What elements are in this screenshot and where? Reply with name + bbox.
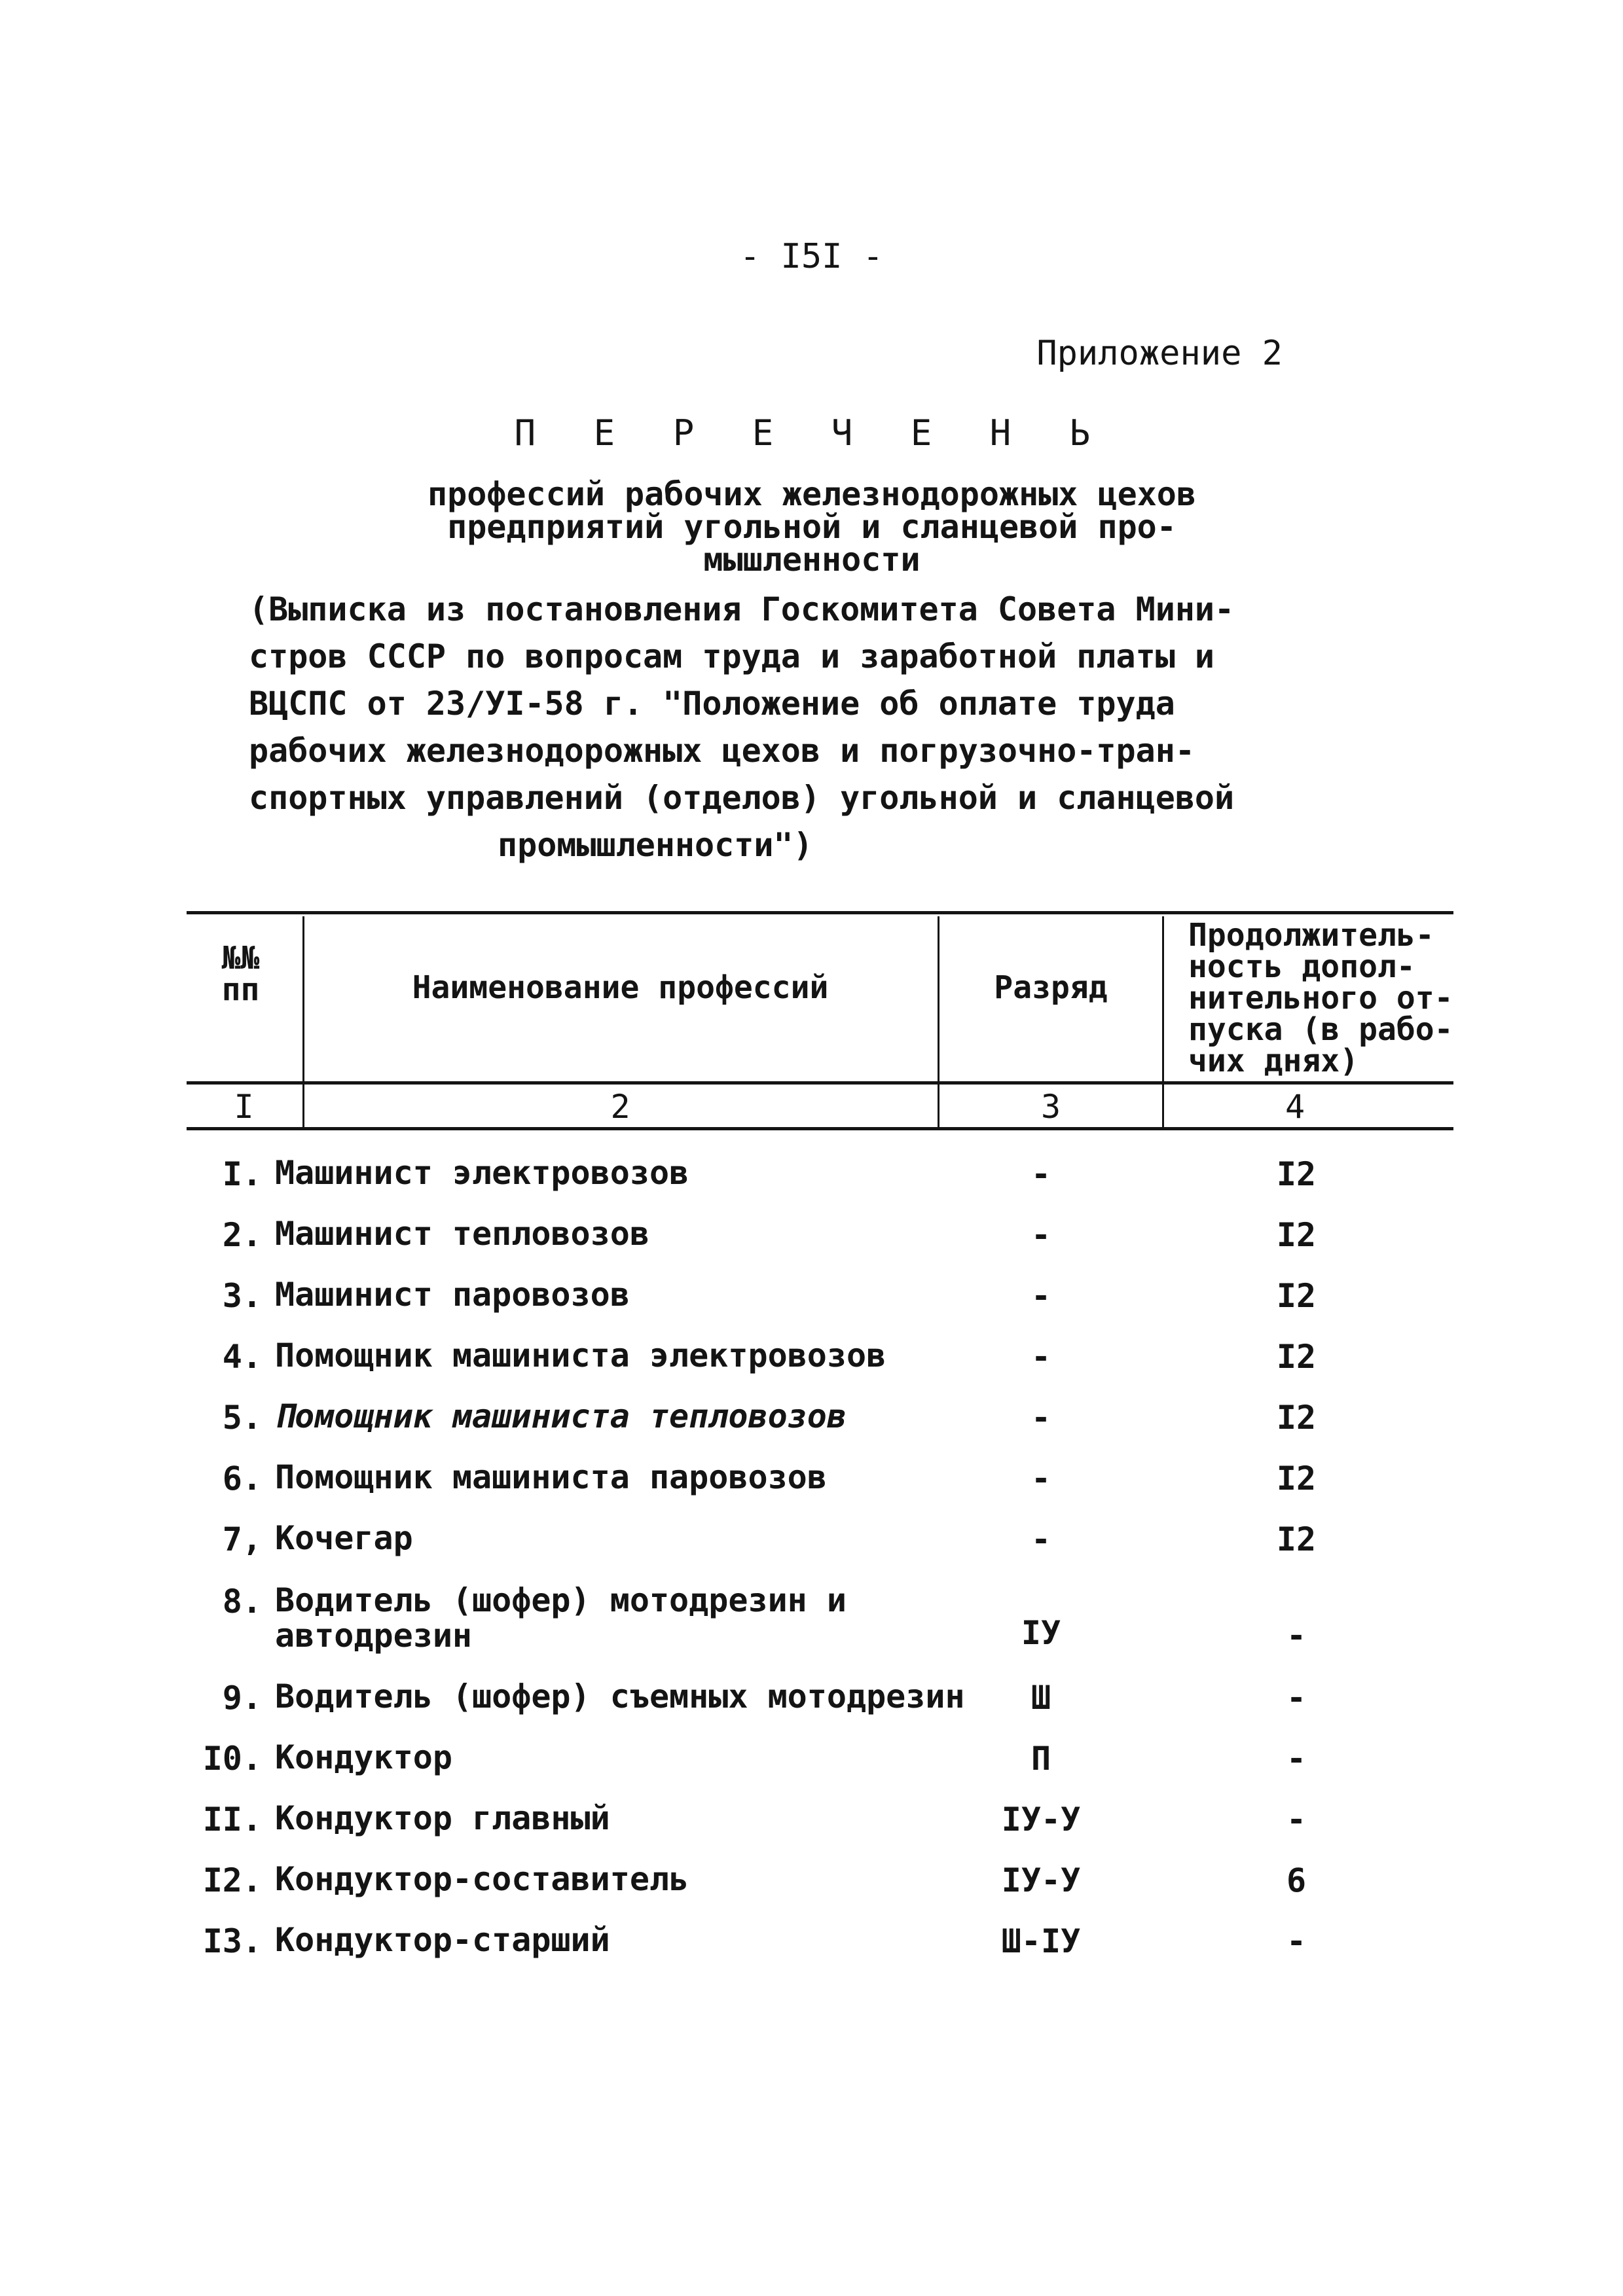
grade-value: IУ-У (1001, 1801, 1081, 1839)
row-number: 6. (222, 1460, 262, 1498)
grade-value: - (1030, 1155, 1051, 1193)
profession-name: Кондуктор (275, 1738, 452, 1776)
grade-value: IУ (1021, 1614, 1061, 1652)
profession-name: Помощник машиниста тепловозов (275, 1397, 847, 1435)
row-number: 2. (222, 1216, 262, 1254)
header-number-line: пп (221, 971, 260, 1008)
subtitle-line: мышленности (703, 541, 921, 579)
row-number: 8. (222, 1583, 262, 1621)
header-grade: Разряд (994, 969, 1108, 1006)
extract-line: промышленности") (498, 826, 813, 864)
leave-days: I2 (1276, 1520, 1317, 1558)
document-subtitle (367, 475, 1257, 579)
leave-days: - (1286, 1801, 1307, 1839)
row-number: I3. (202, 1922, 262, 1960)
column-numbers-bottom-rule (187, 1127, 1453, 1130)
header-leave-line: ность допол- (1188, 948, 1415, 985)
leave-days: - (1286, 1740, 1307, 1778)
profession-name: Кондуктор главный (275, 1799, 610, 1837)
page-number: - I5I - (739, 237, 884, 276)
profession-name: Помощник машиниста электровозов (275, 1336, 886, 1374)
header-leave-line: чих днях) (1188, 1043, 1359, 1079)
leave-days: - (1286, 1679, 1307, 1717)
grade-value: - (1030, 1460, 1051, 1498)
row-number: 5. (222, 1399, 262, 1437)
row-number: I2. (202, 1861, 262, 1899)
grade-value: Ш-IУ (1001, 1922, 1081, 1960)
leave-days: - (1286, 1922, 1307, 1960)
leave-days: I2 (1276, 1277, 1317, 1315)
profession-name-line: Водитель (шофер) мотодрезин и (275, 1581, 847, 1619)
row-number: I0. (202, 1740, 262, 1778)
row-number: 9. (222, 1679, 262, 1717)
grade-value: - (1030, 1216, 1051, 1254)
subtitle-line: предприятий угольной и сланцевой про- (447, 508, 1176, 546)
row-number: 3. (222, 1277, 262, 1315)
subtitle-line: профессий рабочих железнодорожных цехов (428, 475, 1196, 513)
row-number: II. (202, 1801, 262, 1839)
profession-name-line: автодрезин (275, 1617, 473, 1655)
header-number-line: №№ (221, 940, 260, 977)
profession-name: Машинист тепловозов (275, 1215, 649, 1253)
header-number (187, 940, 295, 1008)
extract-line: ВЦСПС от 23/УI-58 г. "Положение об оплате труда (249, 685, 1175, 723)
profession-name: Кочегар (275, 1519, 413, 1557)
grade-value: П (1030, 1740, 1051, 1778)
header-bottom-rule (187, 1081, 1453, 1085)
grade-value: - (1030, 1399, 1051, 1437)
leave-days: 6 (1286, 1861, 1307, 1899)
column-number: 4 (1285, 1088, 1305, 1126)
profession-name: Машинист электровозов (275, 1154, 689, 1192)
leave-days: I2 (1276, 1460, 1317, 1498)
column-number: 2 (610, 1088, 630, 1126)
grade-value: IУ-У (1001, 1861, 1081, 1899)
leave-days: I2 (1276, 1216, 1317, 1254)
profession-name: Машинист паровозов (275, 1276, 630, 1314)
row-number: 4. (222, 1338, 262, 1376)
leave-days: I2 (1276, 1155, 1317, 1193)
header-profession-name: Наименование профессий (412, 969, 829, 1006)
table-top-rule (187, 911, 1453, 914)
column-number: 3 (1040, 1088, 1061, 1126)
grade-value: Ш (1030, 1679, 1051, 1717)
profession-name: Водитель (шофер) съемных мотодрезин (275, 1677, 965, 1715)
row-number: I. (222, 1155, 262, 1193)
leave-days: I2 (1276, 1399, 1317, 1437)
header-leave-line: нительного от- (1188, 980, 1453, 1016)
extract-line: рабочих железнодорожных цехов и погрузочно-тран- (249, 732, 1195, 770)
header-leave-line: пуска (в рабо- (1188, 1011, 1453, 1048)
grade-value: - (1030, 1338, 1051, 1376)
leave-days: - (1286, 1617, 1307, 1655)
profession-name: Кондуктор-составитель (275, 1860, 689, 1898)
profession-name: Помощник машиниста паровозов (275, 1458, 827, 1496)
appendix-label: Приложение 2 (1036, 334, 1283, 373)
source-extract (249, 586, 1244, 869)
header-leave-duration (1188, 917, 1463, 1079)
extract-line: спортных управлений (отделов) угольной и сланцевой (249, 779, 1235, 817)
leave-days: I2 (1276, 1338, 1317, 1376)
extract-line: (Выписка из постановления Госкомитета Совета Мини- (249, 590, 1235, 628)
header-leave-line: Продолжитель- (1188, 917, 1434, 954)
extract-line: стров СССР по вопросам труда и заработной платы и (249, 637, 1215, 675)
row-number: 7, (222, 1520, 262, 1558)
grade-value: - (1030, 1520, 1051, 1558)
profession-name: Кондуктор-старший (275, 1921, 610, 1959)
column-number: I (234, 1088, 254, 1126)
document-title: П Е Р Е Ч Е Н Ь (514, 412, 1109, 454)
grade-value: - (1030, 1277, 1051, 1315)
